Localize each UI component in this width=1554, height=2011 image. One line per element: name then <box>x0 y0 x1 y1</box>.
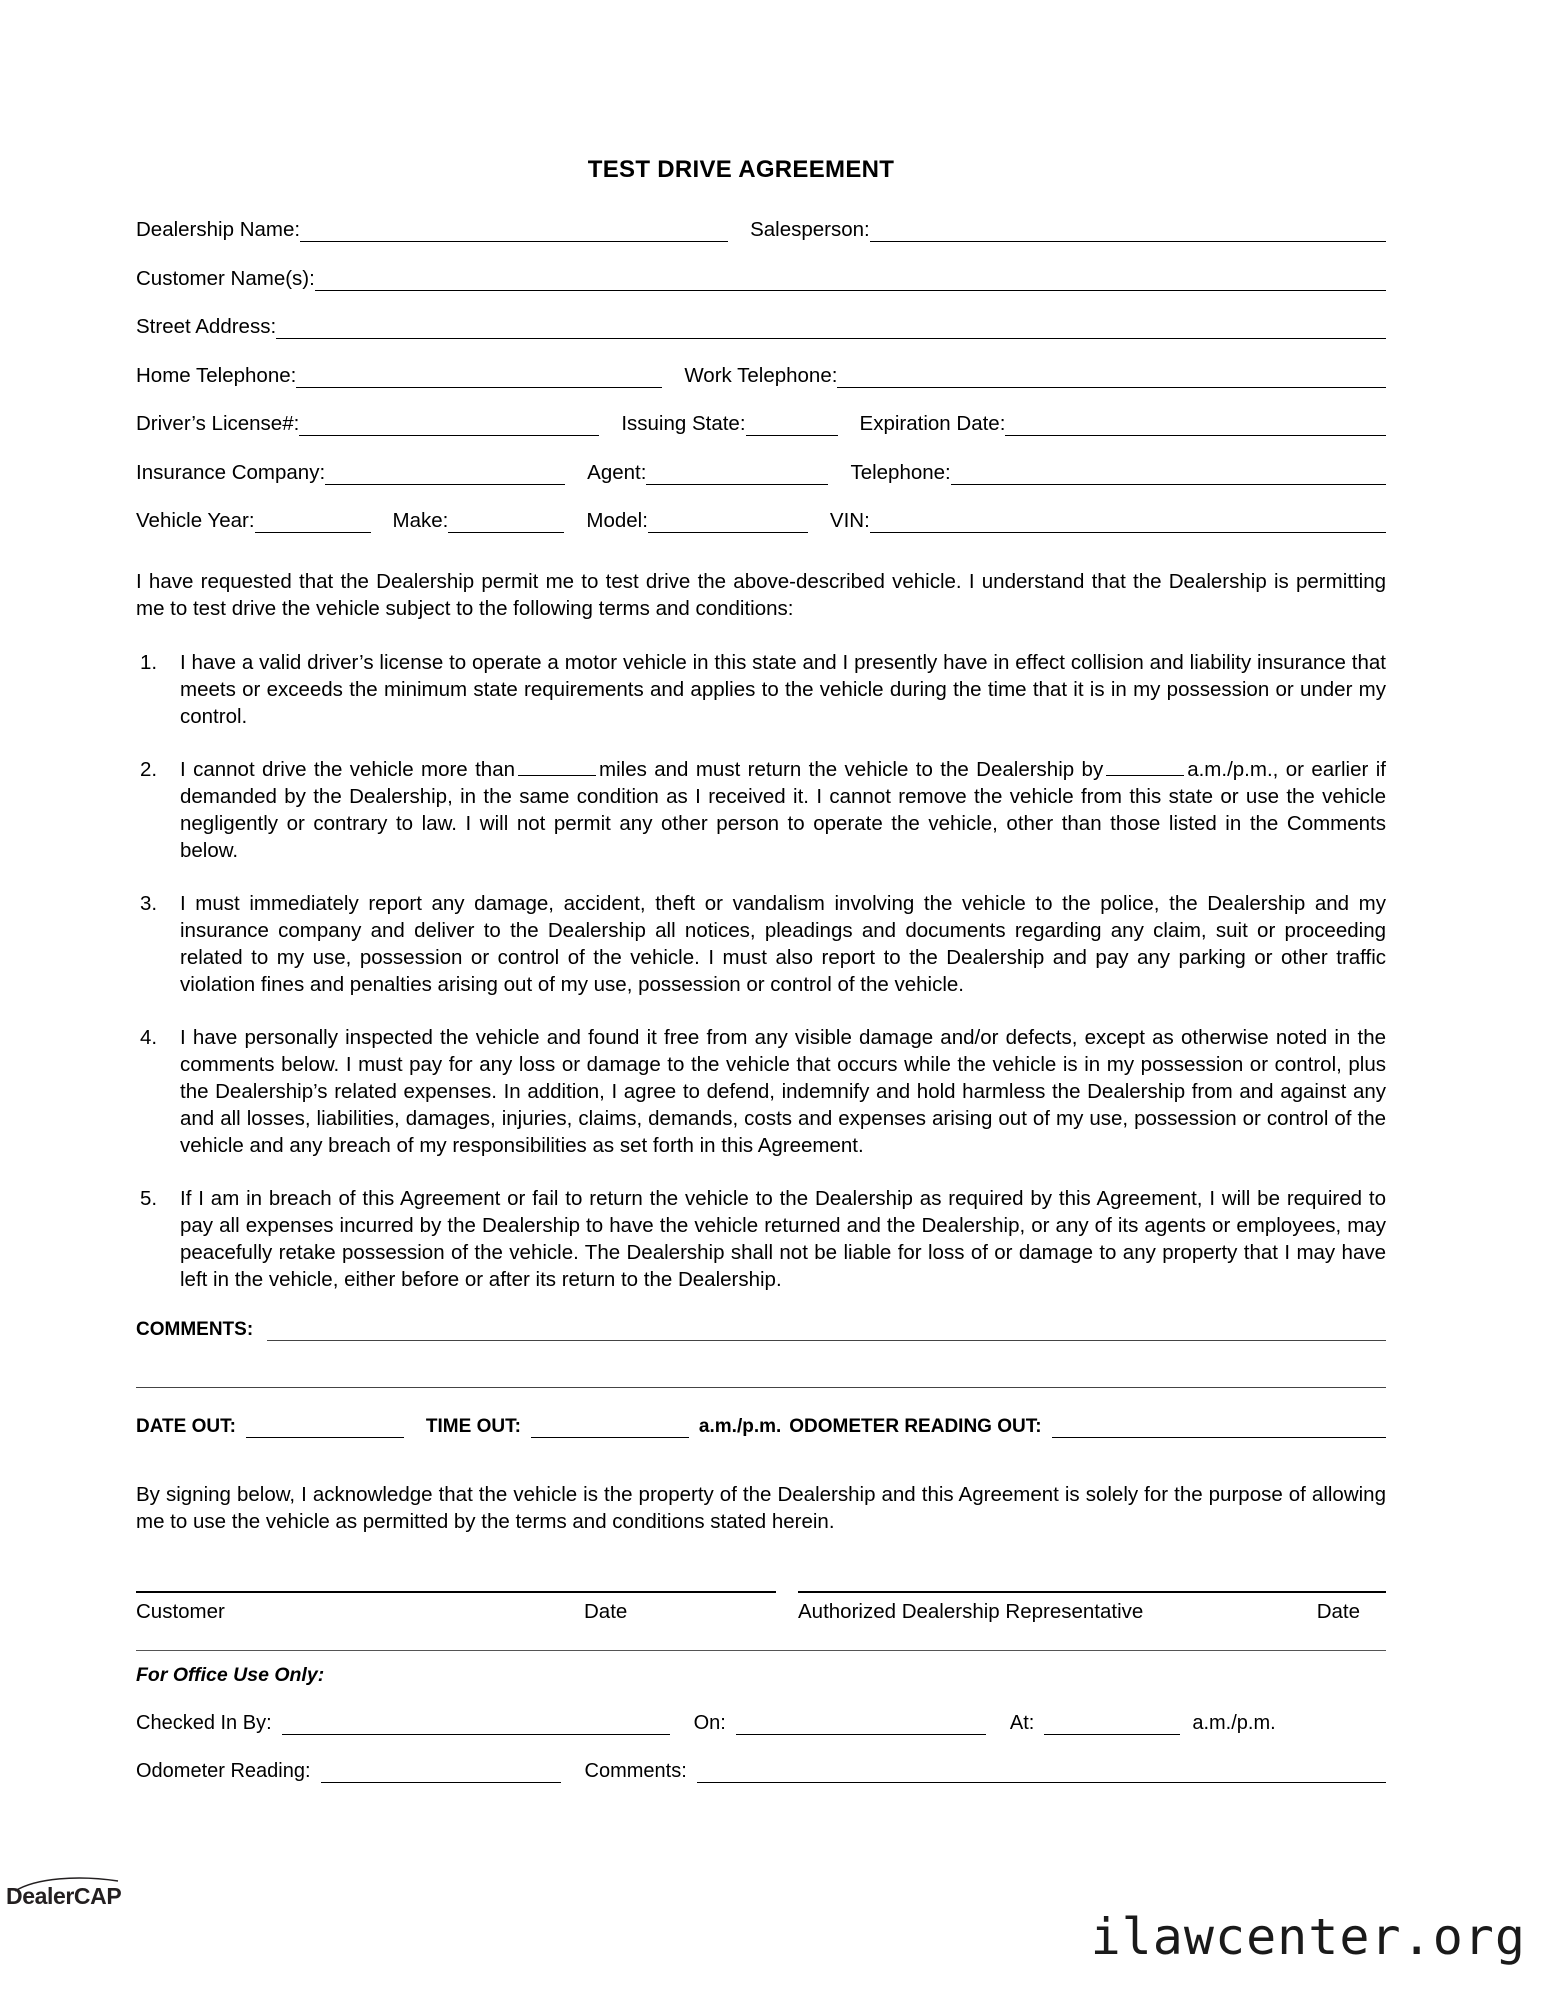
customer-date-label: Date <box>584 1600 628 1623</box>
time-out-label: TIME OUT: <box>425 1416 521 1437</box>
mileage-limit-input[interactable] <box>518 758 596 776</box>
form-row-street-address <box>136 314 1386 339</box>
dealercap-logo-text: DealerCAP <box>6 1883 122 1909</box>
customer-signature-line[interactable] <box>136 1591 776 1593</box>
expiration-date-input[interactable] <box>1005 415 1386 436</box>
term-text: I have a valid driver’s license to operate a motor vehicle in this state and I presently have in effect collision and liability insurance that meets or exceeds the minimum state requirements and applies to the vehicle during the time that it is in my possession or under my control. <box>180 651 1386 728</box>
make-label: Make: <box>392 509 449 532</box>
term-item <box>136 890 1386 998</box>
representative-signature-line[interactable] <box>798 1591 1386 1593</box>
odometer-reading-input[interactable] <box>321 1763 561 1783</box>
term-text: If I am in breach of this Agreement or fail to return the vehicle to the Dealership as required by this Agreement, I will be required to pay all expenses incurred by the Dealership to have the vehicle returned and the Dealership, or any of its agents or employees, may peacefully retake possession of the vehicle. The Dealership shall not be liable for loss of or damage to any property that I may have left in the vehicle, either before or after its return to the Dealership. <box>180 1187 1386 1291</box>
checked-in-by-label: Checked In By: <box>136 1712 272 1734</box>
odometer-out-label: ODOMETER READING OUT: <box>789 1416 1042 1437</box>
salesperson-label: Salesperson: <box>750 218 870 241</box>
site-watermark: ilawcenter.org <box>1090 1908 1526 1966</box>
work-telephone-input[interactable] <box>837 367 1386 388</box>
vin-label: VIN: <box>829 509 870 532</box>
comments-section <box>136 1319 1386 1341</box>
dealership-name-input[interactable] <box>300 221 728 242</box>
term-item <box>136 649 1386 730</box>
home-telephone-label: Home Telephone: <box>136 363 297 387</box>
header-form-fields <box>136 217 1386 533</box>
dealership-name-label: Dealership Name: <box>136 218 301 241</box>
term-number: 1. <box>140 651 158 674</box>
street-address-label: Street Address: <box>136 315 277 338</box>
work-telephone-label: Work Telephone: <box>684 363 838 387</box>
representative-date-label: Date <box>1316 1600 1360 1623</box>
customer-signature-group <box>136 1591 776 1624</box>
term-item <box>136 1185 1386 1293</box>
term-number: 2. <box>140 758 158 781</box>
insurance-company-label: Insurance Company: <box>136 460 326 484</box>
vehicle-year-label: Vehicle Year: <box>136 509 255 532</box>
checked-in-on-label: On: <box>693 1712 726 1734</box>
logo-swoosh-icon <box>14 1876 120 1892</box>
expiration-date-label: Expiration Date: <box>859 412 1006 435</box>
return-time-input[interactable] <box>1106 758 1184 776</box>
dealercap-logo <box>6 1885 176 1909</box>
date-out-section <box>136 1416 1386 1438</box>
term-item <box>136 1024 1386 1159</box>
office-use-divider <box>136 1650 1386 1651</box>
model-label: Model: <box>586 509 648 532</box>
drivers-license-label: Driver’s License#: <box>136 412 300 435</box>
salesperson-input[interactable] <box>870 221 1386 242</box>
agent-input[interactable] <box>646 464 828 485</box>
term-number: 3. <box>140 892 158 915</box>
customer-names-input[interactable] <box>315 270 1386 291</box>
term-text: I must immediately report any damage, accident, theft or vandalism involving the vehicle to the police, the Dealership and my insurance company and deliver to the Dealership all notices, pleadings and documents regarding any claim, suit or proceeding related to my use, possession or control of the vehicle. I must also report to the Dealership and pay any parking or other traffic violation fines and penalties arising out of my use, possession or control of the vehicle. <box>180 892 1386 996</box>
form-row-telephones <box>136 363 1386 388</box>
vehicle-year-input[interactable] <box>255 512 371 533</box>
date-out-input[interactable] <box>246 1418 404 1438</box>
term-text-part1: I cannot drive the vehicle more than <box>180 758 516 781</box>
term-text-part2: miles and must return the vehicle to the Dealership by <box>599 758 1104 781</box>
odometer-out-input[interactable] <box>1052 1418 1386 1438</box>
date-out-ampm-label: a.m./p.m. <box>698 1416 782 1437</box>
checked-in-ampm-label: a.m./p.m. <box>1192 1712 1276 1734</box>
intro-paragraph: I have requested that the Dealership permit me to test drive the above-described vehicle. I understand that the Dealership is permitting me to test drive the vehicle subject to the following terms and conditions: <box>136 570 1386 620</box>
form-row-insurance <box>136 460 1386 485</box>
customer-names-label: Customer Name(s): <box>136 266 315 290</box>
form-row-vehicle <box>136 508 1386 533</box>
checked-in-at-label: At: <box>1009 1712 1035 1734</box>
term-item <box>136 756 1386 864</box>
signature-block <box>136 1591 1386 1624</box>
date-out-label: DATE OUT: <box>136 1416 236 1437</box>
term-number: 4. <box>140 1026 158 1049</box>
comments-input-line-2[interactable] <box>136 1341 1386 1388</box>
office-comments-label: Comments: <box>584 1760 687 1782</box>
drivers-license-input[interactable] <box>299 415 599 436</box>
model-input[interactable] <box>648 512 808 533</box>
checked-in-at-input[interactable] <box>1044 1715 1180 1735</box>
checked-in-by-input[interactable] <box>282 1715 670 1735</box>
checked-in-on-input[interactable] <box>736 1715 986 1735</box>
office-use-title: For Office Use Only: <box>136 1664 325 1686</box>
form-row-customer-names <box>136 266 1386 291</box>
issuing-state-input[interactable] <box>746 415 838 436</box>
term-number: 5. <box>140 1187 158 1210</box>
office-comments-input[interactable] <box>697 1763 1386 1783</box>
customer-signature-label: Customer <box>136 1600 225 1623</box>
acknowledgement-paragraph: By signing below, I acknowledge that the vehicle is the property of the Dealership and this Agreement is solely for the purpose of allowing me to use the vehicle as permitted by the terms and conditions stated herein. <box>136 1483 1386 1533</box>
representative-signature-group <box>798 1591 1386 1624</box>
make-input[interactable] <box>448 512 564 533</box>
agent-label: Agent: <box>587 460 647 484</box>
form-row-dealership <box>136 217 1386 242</box>
vin-input[interactable] <box>870 512 1386 533</box>
telephone-input[interactable] <box>951 464 1386 485</box>
form-row-license <box>136 411 1386 436</box>
office-row-checked-in <box>136 1712 1386 1735</box>
term-text-part3: a.m./p.m., or earlier if demanded by the Dealership, in the same condition as I received it. I cannot remove the vehicle from this state or use the vehicle negligently or contrary to law. I will not permit any other person to operate the vehicle, other than those listed in the Comments below. <box>180 758 1386 862</box>
home-telephone-input[interactable] <box>296 367 662 388</box>
terms-list <box>136 649 1386 1293</box>
odometer-reading-label: Odometer Reading: <box>136 1760 311 1782</box>
insurance-company-input[interactable] <box>325 464 565 485</box>
document-sheet <box>136 0 1386 2011</box>
term-text: I have personally inspected the vehicle and found it free from any visible damage and/or defects, except as otherwise noted in the comments below. I must pay for any loss or damage to the vehicle that occurs while the vehicle is in my possession or control, plus the Dealership’s related expenses. In addition, I agree to defend, indemnify and hold harmless the Dealership from and against any and all losses, liabilities, damages, injuries, claims, demands, costs and expenses arising out of my use, possession or control of the vehicle and any breach of my responsibilities as set forth in this Agreement. <box>180 1026 1386 1157</box>
issuing-state-label: Issuing State: <box>621 412 746 435</box>
street-address-input[interactable] <box>276 318 1386 339</box>
office-row-odometer <box>136 1760 1386 1783</box>
telephone-label: Telephone: <box>850 460 951 484</box>
page-title: TEST DRIVE AGREEMENT <box>587 156 895 183</box>
time-out-input[interactable] <box>531 1418 689 1438</box>
comments-input-line-1[interactable] <box>267 1320 1386 1341</box>
comments-label: COMMENTS: <box>136 1319 254 1340</box>
representative-signature-label: Authorized Dealership Representative <box>798 1600 1144 1623</box>
